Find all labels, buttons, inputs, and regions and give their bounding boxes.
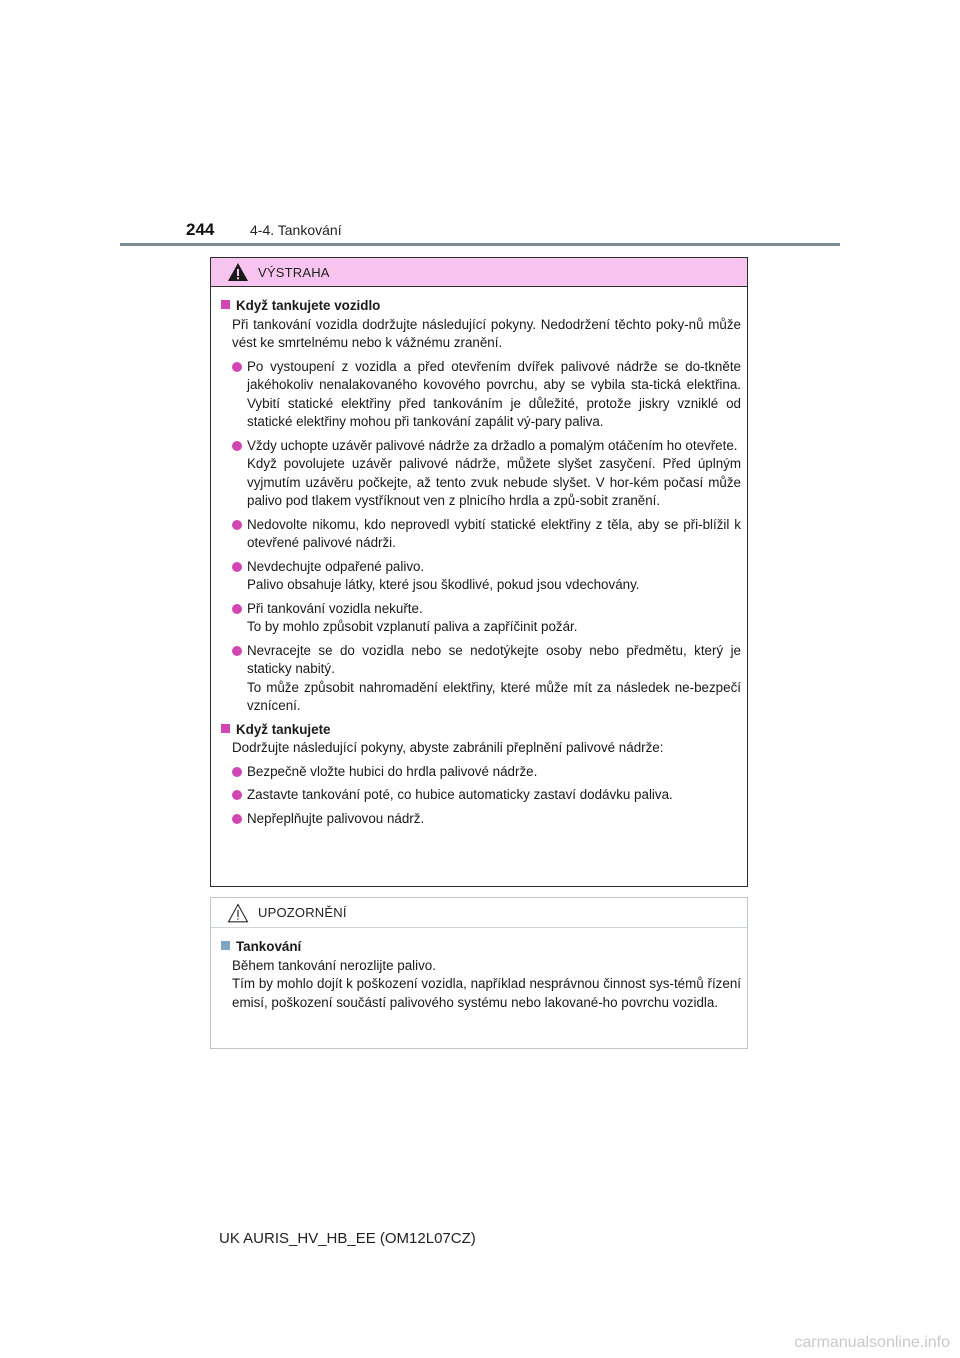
circle-bullet-icon [232,767,242,777]
list-item: Nevracejte se do vozidla nebo se nedotýkejte osoby nebo předmětu, který je staticky nabitý. To může způsobit nahromadění elektřiny, které může mít za následek ne-bezpečí vznícení. [221,642,741,716]
warning-header [211,258,747,287]
circle-bullet-icon [232,441,242,451]
caution-line: Tím by mohlo dojít k poškození vozidla, například nesprávnou činnost sys-témů řízení emisí, poškození součástí palivového systému nebo lakované-ho povrchu vozidla. [232,976,741,1010]
warning-body [211,287,747,828]
section-title: 4-4. Tankování [250,222,342,238]
section-heading: Když tankujete [221,721,741,740]
page-number: 244 [186,220,215,239]
circle-bullet-icon [232,646,242,656]
list-item: Nepřeplňujte palivovou nádrž. [221,810,741,829]
header-rule [120,243,840,246]
circle-bullet-icon [232,814,242,824]
square-bullet-icon [221,724,230,733]
list-item: Nevdechujte odpařené palivo. Palivo obsahuje látky, které jsou škodlivé, pokud jsou vdechovány. [221,558,741,595]
watermark: carmanualsonline.info [794,1334,950,1351]
warning-triangle-icon [227,262,249,282]
list-item: Zastavte tankování poté, co hubice automaticky zastaví dodávku paliva. [221,786,741,805]
caution-triangle-icon [227,903,249,923]
section-intro: Dodržujte následující pokyny, abyste zabránili přeplnění palivové nádrže: [232,740,664,755]
list-item: Bezpečně vložte hubici do hrdla palivové nádrže. [221,763,741,782]
caution-box [210,897,748,1049]
circle-bullet-icon [232,604,242,614]
caution-header [211,898,747,928]
caution-title: UPOZORNĚNÍ [258,905,347,920]
caution-body [211,928,747,1012]
list-item: Při tankování vozidla nekuřte. To by mohlo způsobit vzplanutí paliva a zapříčinit požár. [221,600,741,637]
list-item: Vždy uchopte uzávěr palivové nádrže za držadlo a pomalým otáčením ho otevřete. Když povolujete uzávěr palivové nádrže, můžete slyšet zasyčení. Před úplným vyjmutím uzávěru počkejte, až tento zvuk nebude slyšet. V hor-kém počasí může palivo pod tlakem vystříknout ven z plnicího hrdla a způ-sobit zranění. [221,437,741,511]
section-heading: Když tankujete vozidlo [221,297,741,316]
circle-bullet-icon [232,362,242,372]
square-bullet-icon [221,941,230,950]
circle-bullet-icon [232,790,242,800]
warning-section [221,297,741,716]
warning-box [210,257,748,887]
warning-title: VÝSTRAHA [258,264,330,280]
square-bullet-icon [221,300,230,309]
section-heading: Tankování [221,938,741,957]
document-code: UK AURIS_HV_HB_EE (OM12L07CZ) [219,1230,476,1247]
warning-section [221,721,741,829]
section-intro: Při tankování vozidla dodržujte následující pokyny. Nedodržení těchto poky-nů může vést ke smrtelnému nebo k vážnému zranění. [232,316,741,350]
circle-bullet-icon [232,520,242,530]
list-item: Nedovolte nikomu, kdo neprovedl vybití statické elektřiny z těla, aby se při-blížil k otevřené palivové nádrži. [221,516,741,553]
caution-line: Během tankování nerozlijte palivo. [232,957,436,973]
circle-bullet-icon [232,562,242,572]
list-item: Po vystoupení z vozidla a před otevřením dvířek palivové nádrže se do-tkněte jakéhokoliv nenalakovaného kovového povrchu, aby se vybila sta-tická elektřina. Vybití statické elektřiny před tankováním je důležité, protože jiskry vzniklé od statické elektřiny mohou při tankování zapálit vý-pary paliva. [221,358,741,432]
